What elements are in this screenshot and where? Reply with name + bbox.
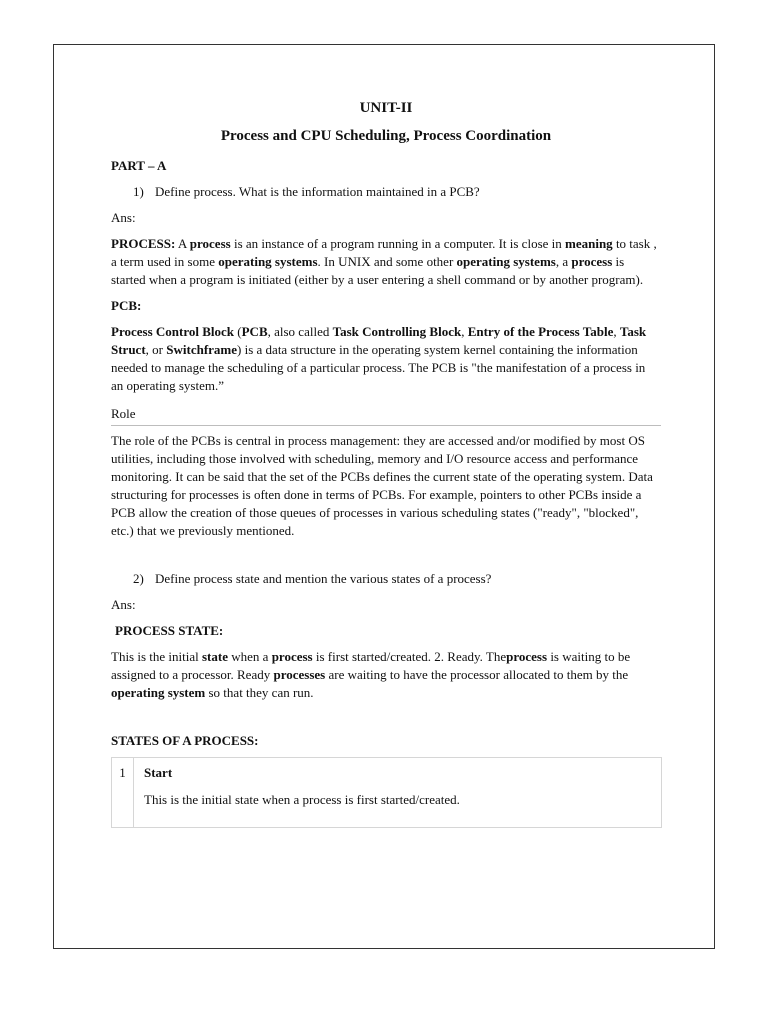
document-content [111,99,661,828]
role-text: The role of the PCBs is central in process management: they are accessed and/or modified by most OS utilities, including those involved with scheduling, memory and I/O resource access and performance monitoring. It can be said that the set of the PCBs defines the current state of the operating system. Data structuring for processes is often done in terms of PCBs. For example, pointers to other PCBs inside a PCB allow the creation of those queues of processes in various scheduling states ("ready", "blocked", etc.) that we previously mentioned. [111,433,653,538]
part-heading: PART – A [111,158,167,173]
question-2-number: 2) [133,571,144,586]
question-1-number: 1) [133,184,144,199]
table-row [112,758,662,828]
state-number: 1 [112,758,134,828]
state-cell [134,758,662,828]
process-state-heading: PROCESS STATE: [115,623,224,638]
pcb-definition: Process Control Block (PCB, also called Task Controlling Block, Entry of the Process Table, Task Struct, or Switchframe) is a data structure in the operating system kernel containing the information needed to manage the scheduling of a particular process. The PCB is "the manifestation of a process in an operating system.” [111,324,647,393]
document-subtitle: Process and CPU Scheduling, Process Coordination [220,128,552,144]
process-state-text: This is the initial state when a process is first started/created. 2. Ready. Theprocess is waiting to be assigned to a processor. Ready processes are waiting to have the processor allocated to them by the operating system so that they can run. [111,649,631,700]
state-name: Start [144,765,173,780]
role-heading: Role [111,405,661,426]
states-heading: STATES OF A PROCESS: [111,733,259,748]
states-table [111,757,662,828]
state-description: This is the initial state when a process is first started/created. [144,792,460,807]
answer-1-label: Ans: [111,210,136,225]
answer-2-label: Ans: [111,597,136,612]
document-page [53,44,715,949]
question-1 [133,183,661,201]
question-2 [133,570,661,588]
question-1-text: Define process. What is the information maintained in a PCB? [155,184,480,199]
process-definition: PROCESS: A process is an instance of a program running in a computer. It is close in meaning to task , a term used in some operating systems. In UNIX and some other operating systems, a process is started when a program is initiated (either by a user entering a shell command or by another program). [111,236,657,287]
pcb-heading: PCB: [111,298,142,313]
unit-title: UNIT-II [359,100,413,116]
question-2-text: Define process state and mention the various states of a process? [155,571,492,586]
